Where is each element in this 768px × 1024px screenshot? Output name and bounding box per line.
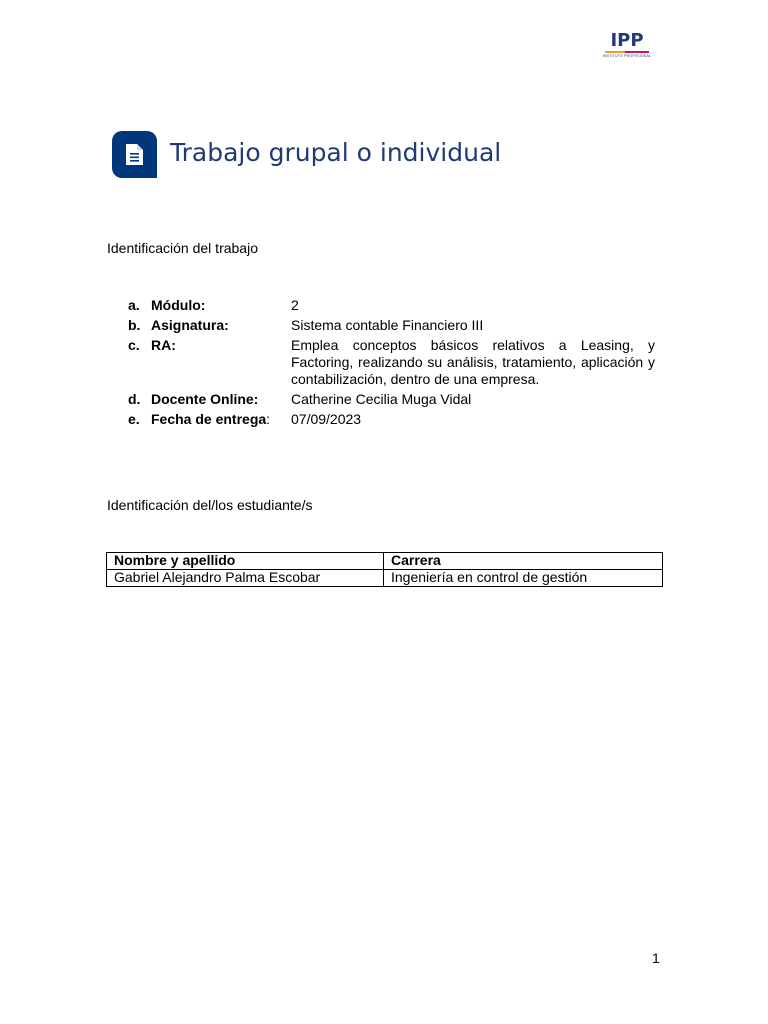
- info-key: Asignatura:: [151, 317, 229, 333]
- students-table: [106, 552, 663, 587]
- column-header-name: Nombre y apellido: [107, 553, 384, 570]
- info-value: Sistema contable Financiero III: [291, 317, 484, 333]
- page-number: 1: [652, 950, 660, 966]
- info-letter: e.: [128, 411, 140, 427]
- students-section-label: Identificación del/los estudiante/s: [107, 497, 313, 513]
- info-key: Docente Online:: [151, 391, 259, 407]
- info-key-text: Fecha de entrega: [151, 411, 267, 427]
- info-value: 07/09/2023: [291, 411, 362, 427]
- info-value: Catherine Cecilia Muga Vidal: [291, 391, 472, 407]
- info-key: RA:: [151, 337, 176, 353]
- info-value: Emplea conceptos básicos relativos a Leasing, y Factoring, realizando su análisis, tratamiento, aplicación y contabilización, dentro de una empresa.: [291, 337, 655, 387]
- work-info-list: [128, 297, 655, 431]
- document-icon: [112, 131, 157, 178]
- logo-subtitle: INSTITUTO PROFESIONAL: [602, 54, 652, 58]
- info-row-asignatura: [128, 317, 655, 334]
- info-value: 2: [291, 297, 299, 313]
- info-row-docente: [128, 391, 655, 408]
- ipp-logo: [598, 32, 656, 58]
- page-title: Trabajo grupal o individual: [170, 138, 502, 167]
- logo-text: IPP: [610, 30, 644, 51]
- student-career-cell: Ingeniería en control de gestión: [384, 570, 663, 587]
- info-key: Módulo:: [151, 297, 206, 313]
- info-letter: c.: [128, 337, 140, 353]
- info-row-modulo: [128, 297, 655, 314]
- info-row-fecha: [128, 411, 655, 428]
- table-row: [107, 570, 663, 587]
- work-section-label: Identificación del trabajo: [107, 240, 258, 256]
- info-letter: b.: [128, 317, 141, 333]
- info-row-ra: [128, 337, 655, 388]
- column-header-career: Carrera: [384, 553, 663, 570]
- table-header-row: [107, 553, 663, 570]
- info-key: [151, 411, 291, 428]
- student-name-cell: Gabriel Alejandro Palma Escobar: [107, 570, 384, 587]
- info-letter: d.: [128, 391, 141, 407]
- info-letter: a.: [128, 297, 140, 313]
- logo-accent-bar: [605, 51, 649, 53]
- info-key-suffix: :: [266, 411, 271, 427]
